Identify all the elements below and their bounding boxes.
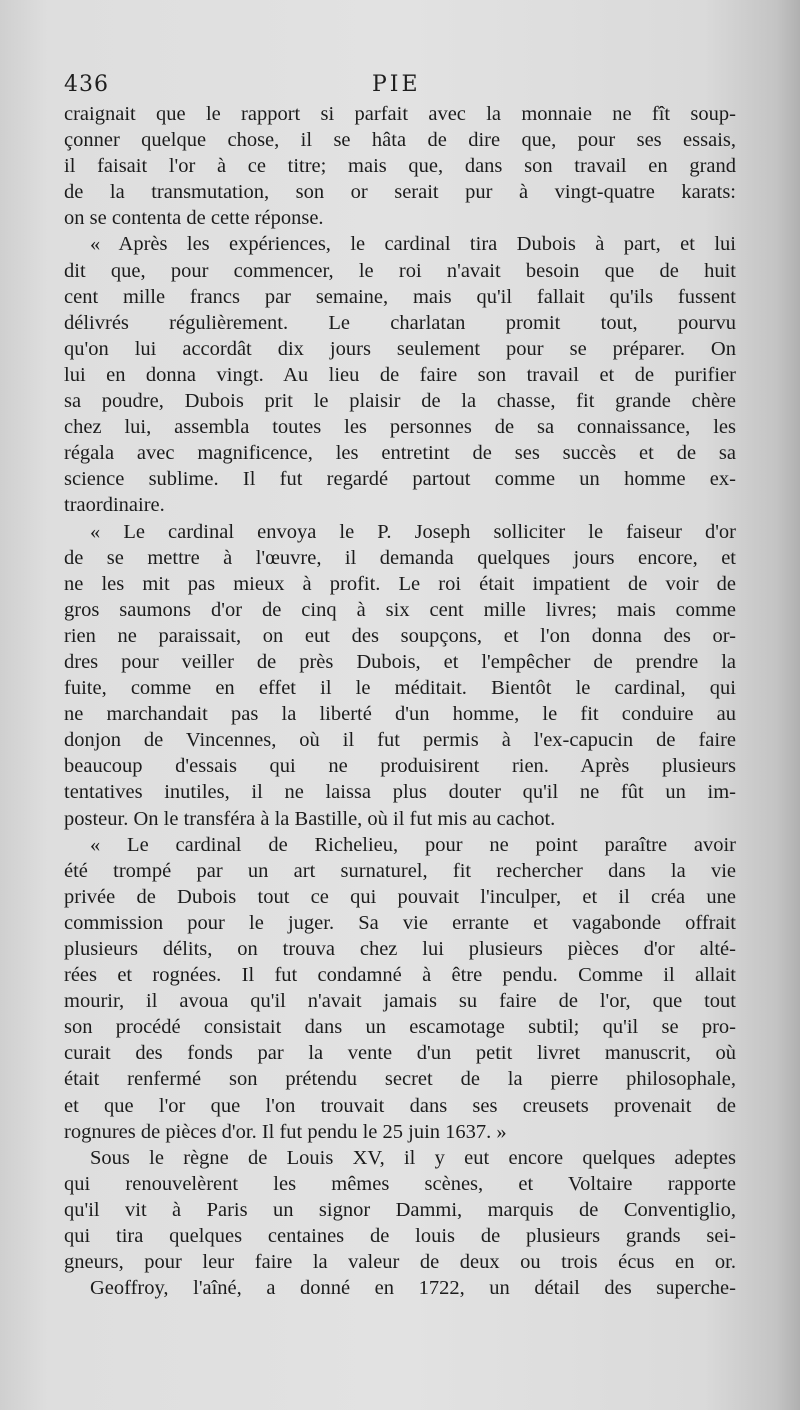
text-line: « Le cardinal de Richelieu, pour ne point paraître avoir (90, 833, 736, 856)
text-line: çonner quelque chose, il se hâta de dire que, pour ses essais, (64, 129, 736, 152)
text-line: cent mille francs par semaine, mais qu'il fallait qu'ils fussent (64, 285, 736, 308)
text-line: science sublime. Il fut regardé partout comme un homme ex- (64, 468, 736, 491)
text-line: de la transmutation, son or serait pur à vingt-quatre karats: (64, 181, 736, 204)
text-line: craignait que le rapport si parfait avec la monnaie ne fît soup- (64, 103, 736, 125)
body-text (64, 101, 736, 1301)
text-line: lui en donna vingt. Au lieu de faire son travail et de purifier (64, 363, 736, 386)
text-line: délivrés régulièrement. Le charlatan promit tout, pourvu (64, 311, 736, 334)
text-line: tentatives inutiles, il ne laissa plus douter qu'il ne fût un im- (64, 781, 736, 804)
text-line: « Après les expériences, le cardinal tira Dubois à part, et lui (90, 233, 736, 256)
text-line: privée de Dubois tout ce qui pouvait l'inculper, et il créa une (64, 885, 736, 908)
text-line: Geoffroy, l'aîné, a donné en 1722, un détail des superche- (90, 1277, 736, 1300)
text-line: il faisait l'or à ce titre; mais que, dans son travail en grand (64, 155, 736, 178)
text-line: mourir, il avoua qu'il n'avait jamais su faire de l'or, que tout (64, 990, 736, 1013)
text-line: commission pour le juger. Sa vie errante et vagabonde offrait (64, 911, 736, 934)
text-line: était renfermé son prétendu secret de la pierre philosophale, (64, 1068, 736, 1091)
text-line: gneurs, pour leur faire la valeur de deux ou trois écus en or. (64, 1251, 736, 1274)
text-line: fuite, comme en effet il le méditait. Bientôt le cardinal, qui (64, 677, 736, 700)
text-line: plusieurs délits, on trouva chez lui plusieurs pièces d'or alté- (64, 938, 736, 960)
text-line: traordinaire. (64, 494, 165, 517)
text-line: régala avec magnificence, les entretint de ses succès et de sa (64, 442, 736, 465)
text-line: son procédé consistait dans un escamotage subtil; qu'il se pro- (64, 1016, 736, 1039)
text-line: qu'il vit à Paris un signor Dammi, marquis de Conventiglio, (64, 1198, 736, 1221)
running-head: PIE (372, 72, 421, 97)
text-line: ne les mit pas mieux à profit. Le roi était impatient de voir de (64, 572, 736, 595)
text-line: « Le cardinal envoya le P. Joseph solliciter le faiseur d'or (90, 520, 736, 543)
page-header (64, 72, 736, 102)
text-line: chez lui, assembla toutes les personnes de sa connaissance, les (64, 416, 736, 439)
text-line: on se contenta de cette réponse. (64, 207, 324, 230)
text-line: qui renouvelèrent les mêmes scènes, et Voltaire rapporte (64, 1172, 736, 1195)
text-line: été trompé par un art surnaturel, fit rechercher dans la vie (64, 859, 736, 882)
text-line: donjon de Vincennes, où il fut permis à l'ex-capucin de faire (64, 729, 736, 752)
text-line: rognures de pièces d'or. Il fut pendu le 25 juin 1637. » (64, 1120, 507, 1143)
text-line: gros saumons d'or de cinq à six cent mille livres; mais comme (64, 598, 736, 621)
text-line: posteur. On le transféra à la Bastille, où il fut mis au cachot. (64, 807, 556, 830)
text-line: dres pour veiller de près Dubois, et l'empêcher de prendre la (64, 650, 736, 673)
text-line: et que l'or que l'on trouvait dans ses creusets provenait de (64, 1094, 736, 1117)
text-line: de se mettre à l'œuvre, il demanda quelques jours encore, et (64, 546, 736, 569)
text-line: rien ne paraissait, on eut des soupçons, et l'on donna des or- (64, 624, 736, 647)
text-line: rées et rognées. Il fut condamné à être pendu. Comme il allait (64, 964, 736, 987)
text-line: beaucoup d'essais qui ne produisirent rien. Après plusieurs (64, 755, 736, 778)
text-line: dit que, pour commencer, le roi n'avait besoin que de huit (64, 259, 736, 282)
text-line: sa poudre, Dubois prit le plaisir de la chasse, fit grande chère (64, 390, 736, 413)
text-line: ne marchandait pas la liberté d'un homme, le fit conduire au (64, 703, 736, 726)
text-line: qu'on lui accordât dix jours seulement pour se préparer. On (64, 337, 736, 360)
text-line: curait des fonds par la vente d'un petit livret manuscrit, où (64, 1042, 736, 1065)
page-number: 436 (64, 72, 109, 97)
text-line: qui tira quelques centaines de louis de plusieurs grands sei- (64, 1225, 736, 1248)
text-line: Sous le règne de Louis XV, il y eut encore quelques adeptes (90, 1146, 736, 1169)
